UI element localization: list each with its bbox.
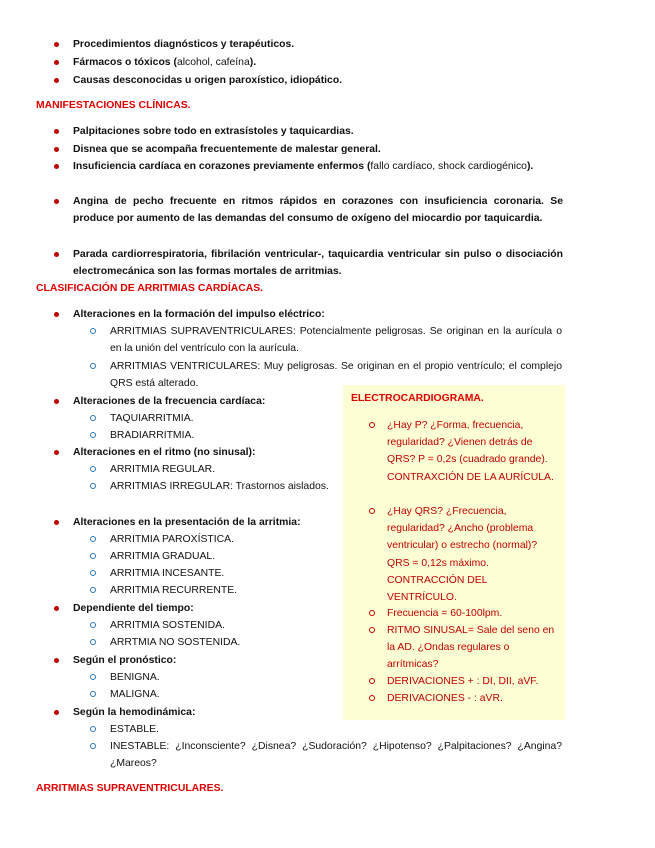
ecg-item: RITMO SINUSAL= Sale del seno en la AD. ¿Ondas regulares o arrítmicas?	[387, 622, 557, 674]
bullet-icon	[54, 450, 59, 455]
bullet-icon	[54, 399, 59, 404]
sub-list-item: BENIGNA.	[110, 669, 562, 686]
bullet-icon	[54, 164, 59, 169]
bullet-icon	[54, 147, 59, 152]
sub-list-item: ARRITMIA GRADUAL.	[110, 548, 562, 565]
bullet-icon	[54, 520, 59, 525]
ecg-title: ELECTROCARDIOGRAMA.	[351, 393, 484, 404]
sub-list-item: ARRITMIA RECURRENTE.	[110, 582, 562, 599]
ecg-item: DERIVACIONES - : aVR.	[387, 690, 557, 707]
list-item: Palpitaciones sobre todo en extrasístoles y taquicardias.	[73, 123, 563, 140]
bullet-icon	[54, 252, 59, 257]
circle-bullet-icon	[90, 553, 96, 559]
ecg-item: DERIVACIONES + : DI, DII, aVF.	[387, 673, 557, 690]
bullet-icon	[54, 658, 59, 663]
list-item: Disnea que se acompaña frecuentemente de malestar general.	[73, 141, 563, 158]
circle-bullet-icon	[90, 466, 96, 472]
circle-bullet-icon	[90, 570, 96, 576]
sub-list-item: ESTABLE.	[110, 721, 562, 738]
list-item: Según el pronóstico:	[73, 652, 563, 669]
ecg-item: ¿Hay QRS? ¿Frecuencia, regularidad? ¿Ancho (problema ventricular) o estrecho (normal)? QRS = 0,12s máximo. CONTRACCIÓN DEL VENTRÍCULO.	[387, 503, 557, 606]
sub-list-item: ARRITMIA PAROXÍSTICA.	[110, 531, 562, 548]
circle-bullet-icon	[90, 587, 96, 593]
list-item: Insuficiencia cardíaca en corazones previamente enfermos (fallo cardíaco, shock cardiogénico).	[73, 158, 563, 175]
circle-bullet-icon	[90, 536, 96, 542]
bullet-icon	[54, 42, 59, 47]
sub-list-item: ARRITMIAS VENTRICULARES: Muy peligrosas. Se originan en el propio ventrículo; el complejo QRS está alterado.	[110, 358, 562, 392]
circle-bullet-icon	[90, 328, 96, 334]
sub-list-item: MALIGNA.	[110, 686, 562, 703]
bullet-icon	[54, 312, 59, 317]
sub-list-item: ARRITMIA SOSTENIDA.	[110, 617, 562, 634]
list-item: Dependiente del tiempo:	[73, 600, 563, 617]
circle-bullet-icon	[90, 639, 96, 645]
circle-bullet-icon	[90, 726, 96, 732]
circle-bullet-icon	[369, 695, 375, 701]
sub-list-item: ARRITMIA REGULAR.	[110, 461, 562, 478]
circle-bullet-icon	[90, 363, 96, 369]
section-heading-clasificacion: CLASIFICACIÓN DE ARRITMIAS CARDÍACAS.	[36, 283, 264, 294]
circle-bullet-icon	[369, 678, 375, 684]
circle-bullet-icon	[90, 432, 96, 438]
sub-list-item: BRADIARRITMIA.	[110, 427, 562, 444]
circle-bullet-icon	[369, 508, 375, 514]
ecg-note-box	[343, 385, 565, 720]
sub-list-item: INESTABLE: ¿Inconsciente? ¿Disnea? ¿Sudoración? ¿Hipotenso? ¿Palpitaciones? ¿Angina? ¿Mareos?	[110, 738, 562, 772]
circle-bullet-icon	[90, 743, 96, 749]
circle-bullet-icon	[369, 627, 375, 633]
list-item: Alteraciones en la presentación de la arritmia:	[73, 514, 563, 531]
circle-bullet-icon	[90, 622, 96, 628]
bullet-icon	[54, 78, 59, 83]
circle-bullet-icon	[369, 422, 375, 428]
sub-list-item: ARRTMIA NO SOSTENIDA.	[110, 634, 562, 651]
list-item: Alteraciones de la frecuencia cardíaca:	[73, 393, 563, 410]
sub-list-item: ARRITMIAS SUPRAVENTRICULARES: Potencialmente peligrosas. Se originan en la aurícula o en la unión del ventrículo con la aurícula.	[110, 323, 562, 357]
list-item: Según la hemodinámica:	[73, 704, 563, 721]
list-item: Procedimientos diagnósticos y terapéuticos.	[73, 36, 563, 53]
sub-list-item: ARRITMIA INCESANTE.	[110, 565, 562, 582]
section-heading-manifestaciones: MANIFESTACIONES CLÍNICAS.	[36, 100, 191, 111]
bullet-icon	[54, 129, 59, 134]
bullet-icon	[54, 60, 59, 65]
section-heading-supraventriculares: ARRITMIAS SUPRAVENTRICULARES.	[36, 783, 224, 794]
circle-bullet-icon	[90, 674, 96, 680]
circle-bullet-icon	[369, 610, 375, 616]
ecg-item: ¿Hay P? ¿Forma, frecuencia, regularidad? ¿Vienen detrás de QRS? P = 0,2s (cuadrado grande). CONTRAXCIÓN DE LA AURÍCULA.	[387, 417, 557, 486]
sub-list-item: ARRITMIAS IRREGULAR: Trastornos aislados.	[110, 478, 334, 495]
circle-bullet-icon	[90, 415, 96, 421]
ecg-item: Frecuencia = 60-100lpm.	[387, 605, 557, 622]
circle-bullet-icon	[90, 691, 96, 697]
circle-bullet-icon	[90, 483, 96, 489]
list-item: Alteraciones en el ritmo (no sinusal):	[73, 444, 563, 461]
bullet-icon	[54, 710, 59, 715]
list-item: Fármacos o tóxicos (alcohol, cafeína).	[73, 54, 563, 71]
list-item: Angina de pecho frecuente en ritmos rápidos en corazones con insuficiencia coronaria. Se produce por aumento de las demandas del consumo de oxígeno del miocardio por taquicardia.	[73, 193, 563, 227]
bullet-icon	[54, 606, 59, 611]
list-item: Causas desconocidas u origen paroxístico, idiopático.	[73, 72, 563, 89]
list-item: Parada cardiorrespiratoria, fibrilación ventricular-, taquicardia ventricular sin pulso o disociación electromecánica son las formas mortales de arritmias.	[73, 246, 563, 280]
list-item: Alteraciones en la formación del impulso eléctrico:	[73, 306, 563, 323]
sub-list-item: TAQUIARRITMIA.	[110, 410, 562, 427]
bullet-icon	[54, 199, 59, 204]
